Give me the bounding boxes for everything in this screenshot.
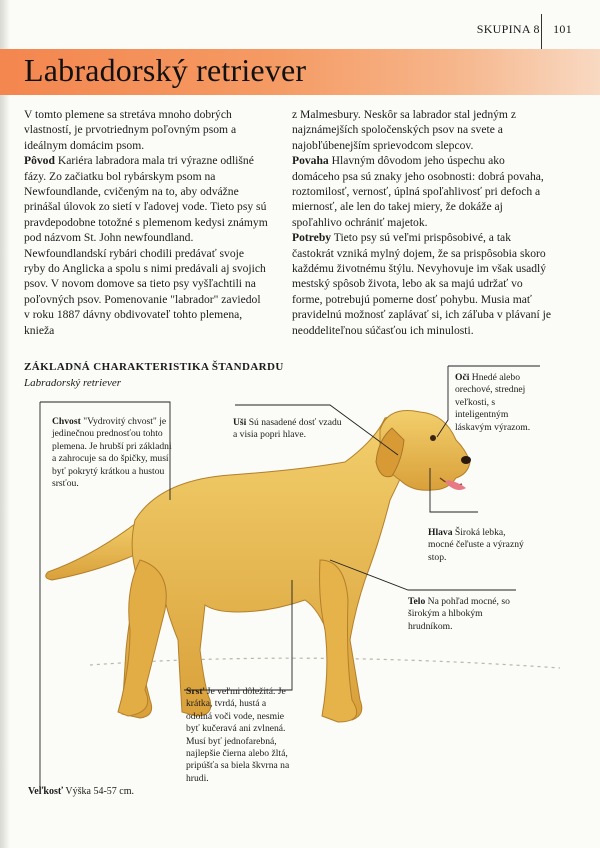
callout-eyes: [455, 372, 545, 434]
callout-head: [428, 527, 526, 564]
origin-label: Pôvod: [24, 154, 55, 168]
temperament-text: Hlavným dôvodom jeho úspechu ako domáceho psa sú znaky jeho osobnosti: dobrá povaha, roztomilosť, vernosť, úplná spoľahlivosť pri defoch a miernosť, ale len do takej miery, že dokáže aj spoľahlivo ochrániť majetok.: [292, 154, 544, 229]
coat-label: Srsť: [186, 686, 205, 697]
page-title: Labradorský retriever: [24, 52, 307, 88]
page-number: 101: [553, 22, 572, 36]
callout-coat: [186, 686, 292, 785]
needs-text: Tieto psy sú veľmi prispôsobivé, a tak častokrát vzniká mylný dojem, že sa prispôsobia skoro každému životnému štýlu. Nevyhovuje im však usadlý mestský spôsob života, lebo ak sa majú udržať vo forme, potrebujú pomerne dosť pohybu. Musia mať pravidelnú možnosť zaplávať si, ich záľuba v plávaní je neoddeliteľnou súčasťou ich minulosti.: [292, 231, 551, 337]
head-label: Hlava: [428, 527, 453, 538]
telo-line: [330, 560, 516, 590]
temperament-label: Povaha: [292, 154, 329, 168]
ears-label: Uši: [233, 417, 247, 428]
needs-label: Potreby: [292, 231, 332, 245]
origin-text: Kariéra labradora mala tri výrazne odlišné fázy. Zo začiatku bol rybárskym psom na Newfoundlande, cvičeným na to, aby odvážne prinášal úlovok zo sietí v ľadovej vode. Tieto psy sú pravdepodobne totožné s plemenom kedysi známym pod názvom St. John newfoundland.: [24, 154, 268, 245]
history-paragraph: Newfoundlandskí rybári chodili predávať svoje ryby do Anglicka a spolu s nimi predávali aj svojich psov. V novom domove sa tieto psy vyšľachtili na poľovných psov. Pomenovanie "labrador" zaviedol v roku 1887 dávny obdivovateľ tohto plemena, knieža: [24, 246, 266, 337]
hlava-line: [430, 468, 478, 512]
tail-text: "Vydrovitý chvost" je jedinečnou prednosťou tohto plemena. Je hrubší pri základni a zahrocuje sa do špičky, musí byť pokrytý krátkou a hustou srsťou.: [52, 416, 172, 490]
body-label: Telo: [408, 596, 426, 607]
tail-label: Chvost: [52, 416, 81, 427]
group-label: SKUPINA 8: [476, 22, 540, 36]
callout-size: [28, 786, 178, 798]
oci-pointer: [437, 366, 448, 437]
coat-text: Je veľmi dôležitá. Je krátka, tvrdá, hustá a odolná voči vode, nesmie byť kučeravá ani zvlnená. Musí byť jednofarebná, najlepšie čierna alebo žltá, pripúšťa sa biela škvrna na hrudi.: [186, 686, 290, 784]
eyes-label: Oči: [455, 372, 470, 383]
callout-ears: [233, 417, 343, 442]
callout-tail: [52, 416, 174, 490]
callout-body: [408, 596, 510, 633]
standard-heading: ZÁKLADNÁ CHARAKTERISTIKA ŠTANDARDU: [24, 361, 284, 373]
srst-line: [184, 580, 292, 690]
intro-paragraph: V tomto plemene sa stretáva mnoho dobrých vlastností, je prvotriednym poľovným psom a ideálnym domácim psom.: [24, 108, 237, 152]
ears-text: Sú nasadené dosť vzadu a visia popri hlave.: [233, 417, 342, 441]
standard-subtitle: Labradorský retriever: [24, 377, 122, 389]
body-text: Na pohľad mocné, so širokým a hlbokým hrudníkom.: [408, 596, 510, 632]
size-text: Výška 54-57 cm.: [63, 786, 135, 797]
size-label: Veľkosť: [28, 786, 64, 797]
eyes-text: Hnedé alebo orechové, strednej veľkosti, s inteligentným láskavým výrazom.: [455, 372, 531, 433]
continuation-paragraph: z Malmesbury. Neskôr sa labrador stal jedným z najznámejších spoločenských psov na svete a najobľúbenejším sprievodcom slepcov.: [292, 108, 516, 152]
head-text: Široká lebka, mocné čeľuste a výrazný stop.: [428, 527, 524, 563]
